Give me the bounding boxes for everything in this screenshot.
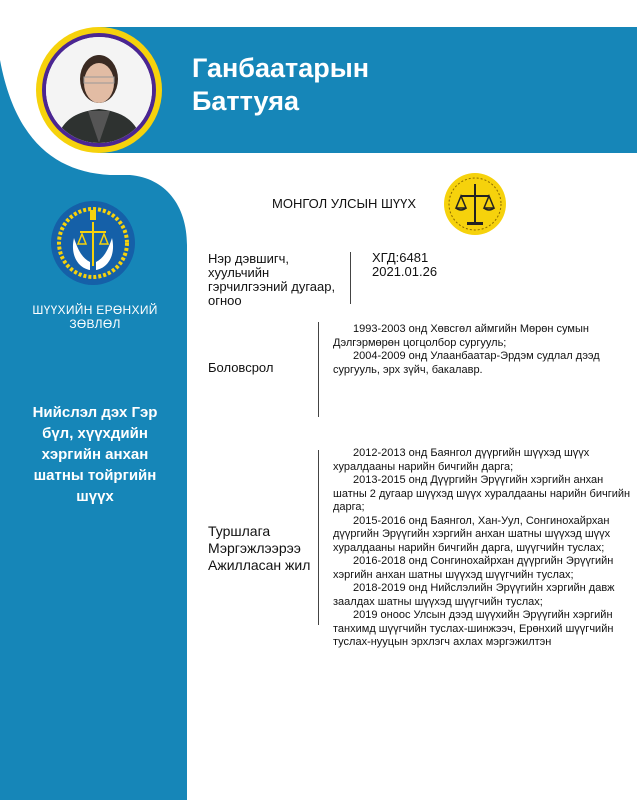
- court-name: Нийслэл дэх Гэр бүл, хүүхдийн хэргийн анхан шатны тойргийн шүүх: [32, 404, 158, 505]
- organization-name: [20, 303, 170, 331]
- education-list: [333, 323, 623, 377]
- name-line-1: Ганбаатарын: [192, 53, 370, 83]
- experience-label: Туршлага Мэргэжлээрээ Ажилласан жил: [208, 523, 311, 573]
- experience-item: 2015-2016 онд Баянгол, Хан-Уул, Сонгинохайрхан дүүргийн Эрүүгийн хэргийн анхан шатны шүүхэд шүүх хуралдааны нарийн бичгийн дарга, шүүгчийн туслах;: [333, 514, 611, 554]
- divider: [318, 450, 319, 625]
- education-label: Боловсрол: [208, 360, 274, 375]
- org-line-2: ЗӨВЛӨЛ: [69, 317, 121, 331]
- name-line-2: Баттуяа: [192, 86, 299, 116]
- experience-list: [333, 447, 633, 650]
- judicial-council-emblem-icon: [50, 200, 136, 286]
- experience-item: 2018-2019 онд Нийслэлийн Эрүүгийн хэргийн давж заалдах шатны шүүхэд шүүгчийн туслах;: [333, 582, 615, 608]
- license-number: ХГД:6481: [372, 250, 429, 265]
- experience-item: 2012-2013 онд Баянгол дүүргийн шүүхэд шүүх хуралдааны нарийн бичгийн дарга;: [333, 447, 590, 473]
- license-label: Нэр дэвшигч, хуульчийн гэрчилгээний дугаар, огноо: [208, 251, 336, 308]
- license-date: 2021.01.26: [372, 264, 438, 279]
- divider: [318, 322, 319, 417]
- org-line-1: ШҮҮХИЙН ЕРӨНХИЙ: [32, 303, 158, 317]
- education-item: 1993-2003 онд Хөвсгөл аймгийн Мөрөн сумын Дэлгэрмөрөн цогцолбор сургууль;: [333, 323, 589, 349]
- candidate-name: [192, 52, 369, 118]
- education-item: 2004-2009 онд Улаанбаатар-Эрдэм судлал дээд сургууль, эрх зүйч, бакалавр.: [333, 350, 600, 376]
- experience-item: 2019 оноос Улсын дээд шүүхийн Эрүүгийн хэргийн танхимд шүүгчийн туслах-шинжээч, Ерөнхий шүүгчийн туслах-нууцын эрхлэгч ахлах мэргэжилтэн: [333, 609, 614, 648]
- experience-item: 2016-2018 онд Сонгинохайрхан дүүргийн Эрүүгийн хэргийн анхан шатны шүүхэд шүүгчийн туслах;: [333, 555, 614, 581]
- experience-item: 2013-2015 онд Дүүргийн Эрүүгийн хэргийн анхан шатны 2 дугаар шүүхэд шүүх хуралдааны нарийн бичгийн дарга;: [333, 474, 631, 513]
- divider: [350, 252, 351, 304]
- person-portrait: [46, 37, 152, 143]
- court-emblem-icon: [443, 172, 507, 236]
- court-title: МОНГОЛ УЛСЫН ШҮҮХ: [272, 196, 417, 211]
- profile-photo: [36, 27, 162, 153]
